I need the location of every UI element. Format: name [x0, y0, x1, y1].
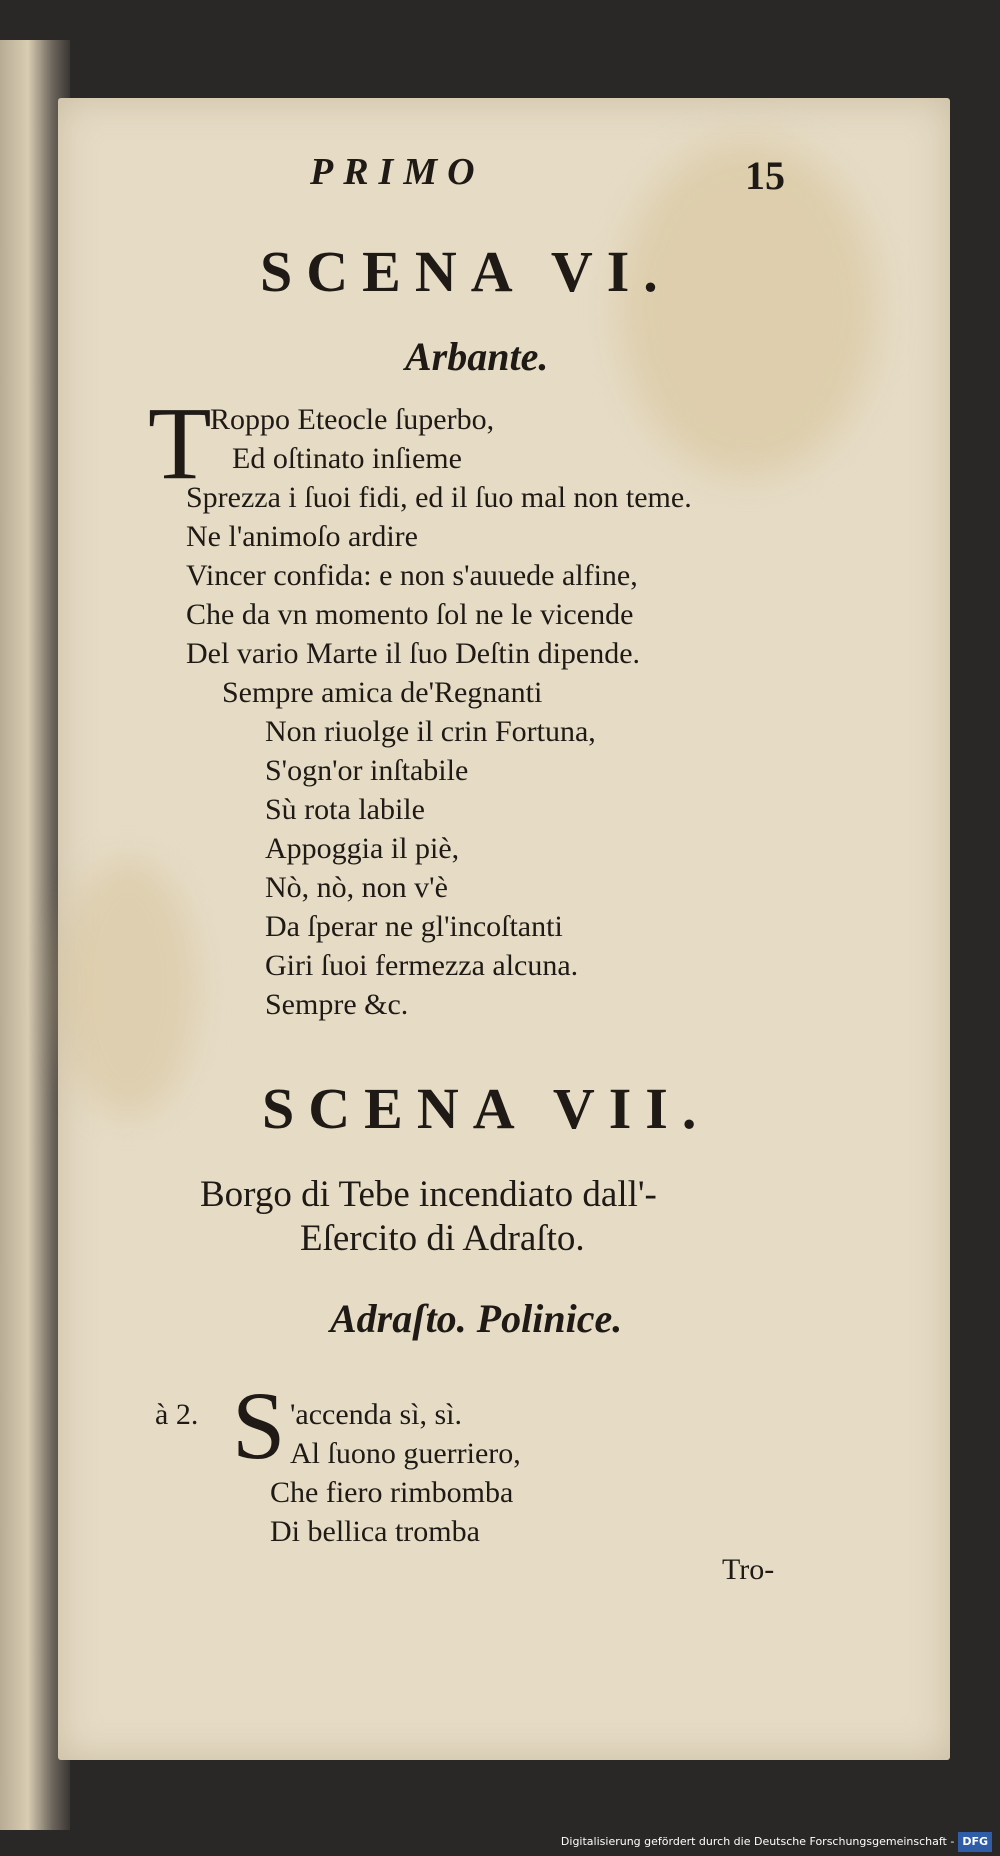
verse-line: Vincer confida: e non s'auuede alfine,: [186, 559, 638, 592]
verse-line: Nò, nò, non v'è: [265, 871, 448, 904]
voice-marker: à 2.: [155, 1398, 199, 1431]
verse-line: 'accenda sì, sì.: [290, 1398, 463, 1431]
verse-line: Non riuolge il crin Fortuna,: [265, 715, 596, 748]
verse-line: Appoggia il piè,: [265, 832, 460, 865]
verse-line: Roppo Eteocle ſuperbo,: [210, 403, 495, 436]
verse-line: Del vario Marte il ſuo Deſtin dipende.: [186, 637, 641, 670]
verse-line: Che fiero rimbomba: [270, 1476, 514, 1509]
verse-line: Di bellica tromba: [270, 1515, 480, 1548]
verse-line: Sempre amica de'Regnanti: [222, 676, 543, 709]
scene-7-speakers: Adraſto. Polinice.: [330, 1296, 623, 1341]
verse-line: Sù rota labile: [265, 793, 425, 826]
dfg-logo: DFG: [958, 1832, 992, 1852]
scene-7-setting: Borgo di Tebe incendiato dall'-: [200, 1174, 657, 1215]
verse-line: Ne l'animoſo ardire: [186, 520, 418, 553]
verse-line: Sempre &c.: [265, 988, 409, 1021]
digitization-credit: [561, 1832, 992, 1852]
paper-stain: [58, 858, 198, 1118]
verse-line: S'ogn'or inſtabile: [265, 754, 469, 787]
scene-6-drop-cap: T: [148, 386, 212, 501]
verse-line: Sprezza i ſuoi fidi, ed il ſuo mal non teme.: [186, 481, 692, 514]
scene-6-speaker: Arbante.: [405, 334, 549, 379]
scene-6-title: SCENA VI.: [260, 239, 672, 304]
scene-7-setting: Eſercito di Adraſto.: [300, 1218, 585, 1259]
verse-line: Che da vn momento ſol ne le vicende: [186, 598, 634, 631]
credit-text: Digitalisierung gefördert durch die Deutsche Forschungsgemeinschaft -: [560, 1835, 955, 1848]
verse-line: Al ſuono guerriero,: [290, 1437, 521, 1470]
scene-7-title: SCENA VII.: [262, 1076, 711, 1141]
verse-line: Da ſperar ne gl'incoſtanti: [265, 910, 563, 943]
page-number: 15: [745, 153, 785, 198]
catchword: Tro-: [722, 1553, 775, 1586]
verse-line: Ed oſtinato inſieme: [232, 442, 462, 475]
verse-line: Giri ſuoi fermezza alcuna.: [265, 949, 579, 982]
running-head: PRIMO: [310, 151, 485, 193]
scene-7-drop-cap: S: [232, 1372, 286, 1479]
